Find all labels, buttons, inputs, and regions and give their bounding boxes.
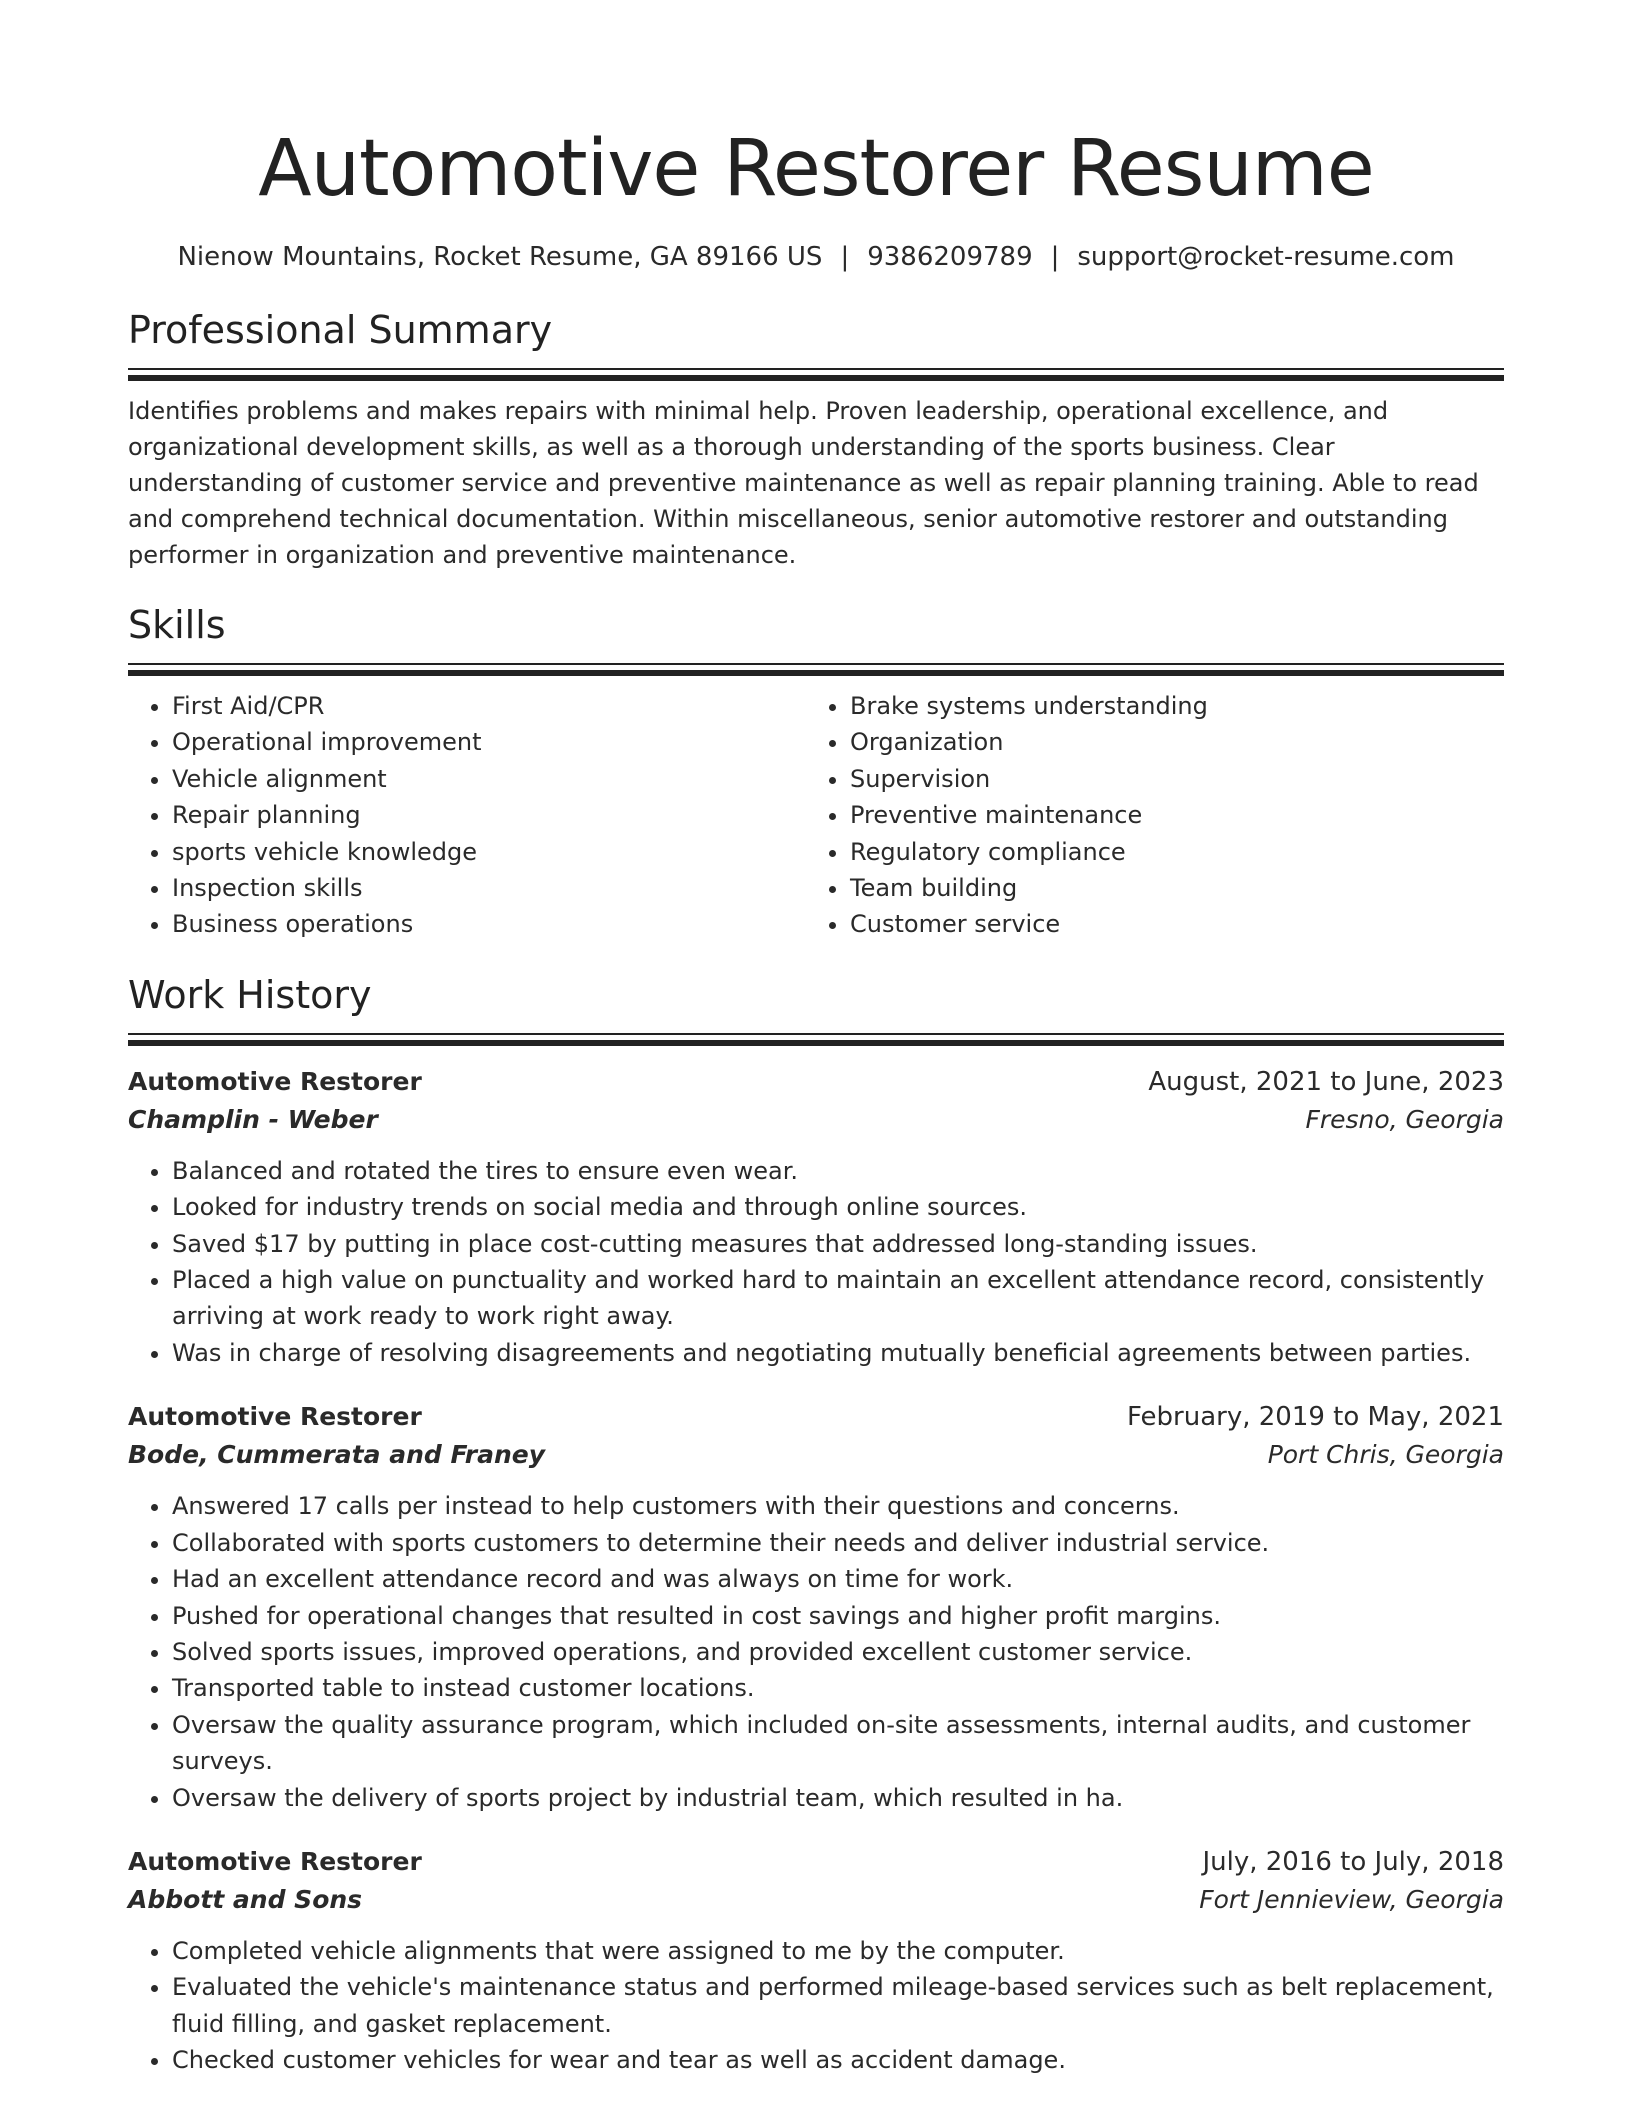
job-title: Automotive Restorer xyxy=(128,1402,422,1432)
job-bullet: • Solved sports issues, improved operations, and provided excellent customer service. xyxy=(172,1634,1504,1670)
job-bullet: • Oversaw the quality assurance program, which included on-site assessments, internal audits, and customer surveys. xyxy=(172,1707,1504,1780)
job-header xyxy=(128,1064,1504,1100)
job-title: Automotive Restorer xyxy=(128,1846,422,1876)
job-entry xyxy=(128,1064,1504,1371)
skills-section xyxy=(128,602,1504,943)
job-bullet: • Transported table to instead customer locations. xyxy=(172,1670,1504,1706)
section-divider xyxy=(128,1033,1504,1048)
skill-item: • Business operations xyxy=(172,906,806,942)
job-bullet: • Completed vehicle alignments that were assigned to me by the computer. xyxy=(172,1933,1504,1969)
skill-item: • Customer service xyxy=(850,906,1484,942)
job-subheader xyxy=(128,1102,1504,1138)
skill-item: • Brake systems understanding xyxy=(850,688,1484,724)
job-bullet: • Looked for industry trends on social media and through online sources. xyxy=(172,1189,1504,1225)
skills-grid xyxy=(128,688,1504,943)
section-divider xyxy=(128,368,1504,383)
contact-email: support@rocket-resume.com xyxy=(1077,242,1455,272)
job-dates: August, 2021 to June, 2023 xyxy=(1148,1066,1504,1097)
resume-title: Automotive Restorer Resume xyxy=(258,124,1374,214)
contact-separator: | xyxy=(1050,242,1060,272)
contact-phone: 9386209789 xyxy=(867,242,1033,272)
job-bullet: • Placed a high value on punctuality and worked hard to maintain an excellent attendance record, consistently arriving at work ready to work right away. xyxy=(172,1262,1504,1335)
job-title: Automotive Restorer xyxy=(128,1066,422,1096)
job-entry xyxy=(128,1844,1504,2079)
contact-separator: | xyxy=(840,242,850,272)
job-bullet: • Evaluated the vehicle's maintenance status and performed mileage-based services such as belt replacement, fluid filling, and gasket replacement. xyxy=(172,1969,1504,2042)
job-header xyxy=(128,1399,1504,1435)
job-bullet: • Oversaw the delivery of sports project by industrial team, which resulted in ha. xyxy=(172,1780,1504,1816)
skills-heading: Skills xyxy=(128,603,226,647)
skill-item: • sports vehicle knowledge xyxy=(172,834,806,870)
work-heading: Work History xyxy=(128,972,372,1017)
job-location: Port Chris, Georgia xyxy=(1267,1440,1504,1470)
skill-item: • First Aid/CPR xyxy=(172,688,806,724)
skill-item: • Inspection skills xyxy=(172,870,806,906)
job-bullets xyxy=(128,1488,1504,1816)
jobs-list xyxy=(128,1064,1504,2079)
skill-item: • Team building xyxy=(850,870,1484,906)
skill-item: • Repair planning xyxy=(172,797,806,833)
job-subheader xyxy=(128,1437,1504,1473)
section-divider xyxy=(128,663,1504,678)
skill-item: • Preventive maintenance xyxy=(850,797,1484,833)
work-section xyxy=(128,972,1504,2079)
skill-item: • Vehicle alignment xyxy=(172,761,806,797)
summary-section xyxy=(128,307,1504,573)
summary-heading: Professional Summary xyxy=(128,308,553,352)
job-bullets xyxy=(128,1153,1504,1371)
job-bullet: • Had an excellent attendance record and was always on time for work. xyxy=(172,1561,1504,1597)
job-company: Bode, Cummerata and Franey xyxy=(128,1440,546,1470)
job-dates: July, 2016 to July, 2018 xyxy=(1202,1846,1504,1877)
skills-column-left xyxy=(128,688,806,943)
job-bullets xyxy=(128,1933,1504,2079)
job-bullet: • Saved $17 by putting in place cost-cutting measures that addressed long-standing issues. xyxy=(172,1226,1504,1262)
resume-page xyxy=(128,0,1504,2079)
job-bullet: • Collaborated with sports customers to determine their needs and deliver industrial service. xyxy=(172,1525,1504,1561)
skill-item: • Regulatory compliance xyxy=(850,834,1484,870)
job-location: Fresno, Georgia xyxy=(1305,1104,1504,1134)
job-subheader xyxy=(128,1882,1504,1918)
job-bullet: • Pushed for operational changes that resulted in cost savings and higher profit margins. xyxy=(172,1598,1504,1634)
skill-item: • Organization xyxy=(850,724,1484,760)
skill-item: • Supervision xyxy=(850,761,1484,797)
skill-item: • Operational improvement xyxy=(172,724,806,760)
job-bullet: • Answered 17 calls per instead to help customers with their questions and concerns. xyxy=(172,1488,1504,1524)
contact-address: Nienow Mountains, Rocket Resume, GA 89166 US xyxy=(177,242,823,272)
job-bullet: • Checked customer vehicles for wear and tear as well as accident damage. xyxy=(172,2042,1504,2078)
job-header xyxy=(128,1844,1504,1880)
skills-list-left xyxy=(128,688,806,943)
job-location: Fort Jennieview, Georgia xyxy=(1199,1884,1504,1914)
skills-column-right xyxy=(806,688,1484,943)
skills-list-right xyxy=(806,688,1484,943)
job-entry xyxy=(128,1399,1504,1816)
job-bullet: • Balanced and rotated the tires to ensure even wear. xyxy=(172,1153,1504,1189)
summary-text: Identifies problems and makes repairs with minimal help. Proven leadership, operational excellence, and organizational development skills, as well as a thorough understanding of the sports business. Clear understanding of customer service and preventive maintenance as well as repair planning training. Able to read and comprehend technical documentation. Within miscellaneous, senior automotive restorer and outstanding performer in organization and preventive maintenance. xyxy=(128,397,1479,569)
job-company: Abbott and Sons xyxy=(128,1884,363,1914)
job-dates: February, 2019 to May, 2021 xyxy=(1127,1402,1504,1433)
contact-line xyxy=(128,240,1504,274)
job-company: Champlin - Weber xyxy=(128,1104,378,1134)
job-bullet: • Was in charge of resolving disagreements and negotiating mutually beneficial agreements between parties. xyxy=(172,1335,1504,1371)
